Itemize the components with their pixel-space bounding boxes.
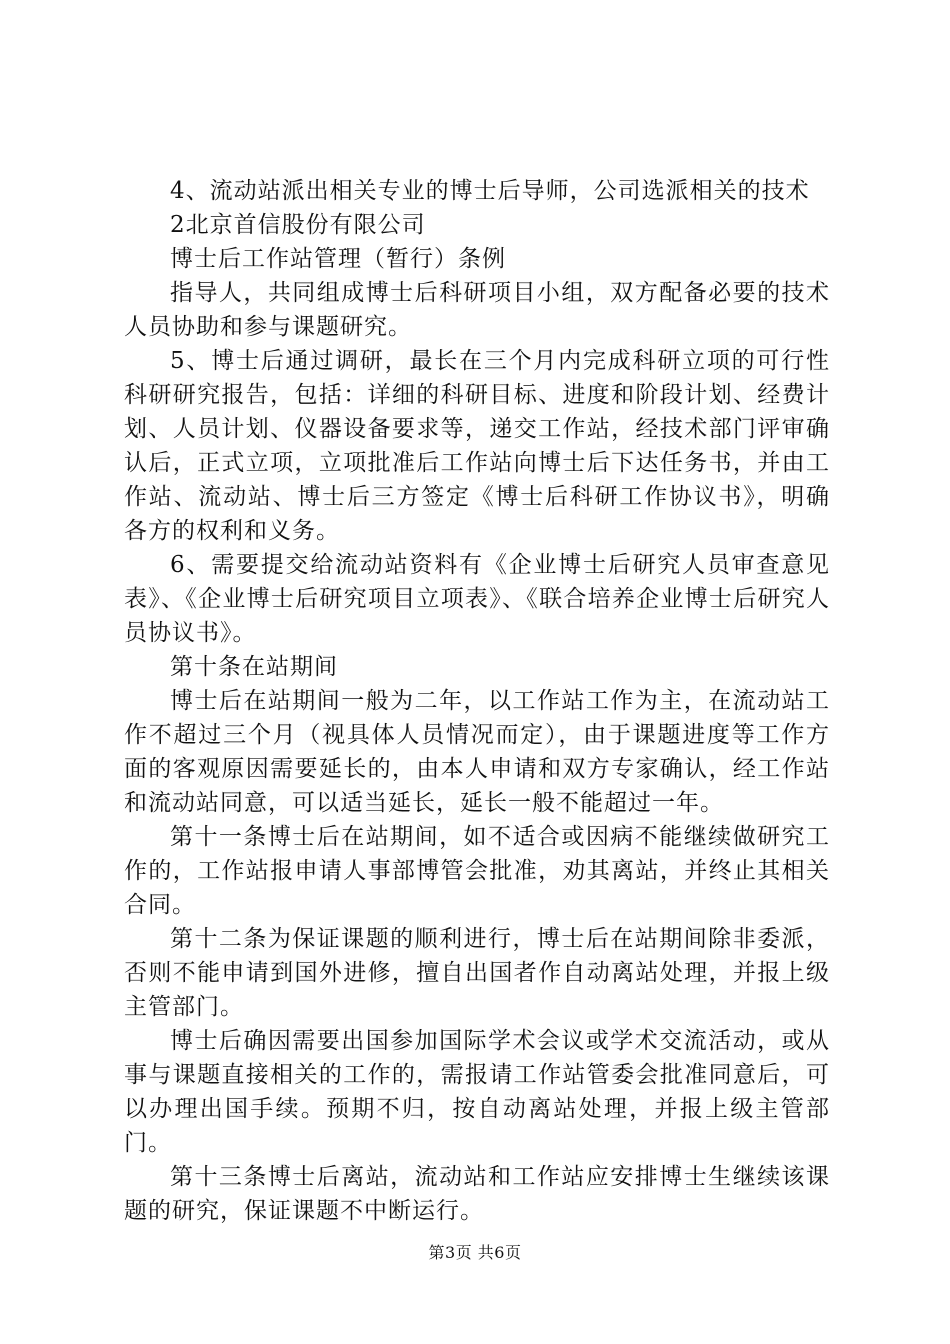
paragraph-regulation-title: 博士后工作站管理（暂行）条例 [170, 246, 506, 272]
document-body [124, 174, 830, 1228]
paragraph-article-11: 第十一条博士后在站期间，如不适合或因病不能继续做研究工作的，工作站报申请人事部博管会批准，劝其离站，并终止其相关合同。 [124, 824, 830, 918]
paragraph-article-13: 第十三条博士后离站，流动站和工作站应安排博士生继续该课题的研究，保证课题不中断运行。 [124, 1164, 830, 1224]
paragraph-article-10-heading: 第十条在站期间 [170, 654, 338, 680]
paragraph-article-12: 第十二条为保证课题的顺利进行，博士后在站期间除非委派，否则不能申请到国外进修，擅自出国者作自动离站处理，并报上级主管部门。 [124, 926, 830, 1020]
paragraph-research-team: 指导人，共同组成博士后科研项目小组，双方配备必要的技术人员协助和参与课题研究。 [124, 280, 830, 340]
paragraph-article-10-body: 博士后在站期间一般为二年，以工作站工作为主，在流动站工作不超过三个月（视具体人员情况而定），由于课题进度等工作方面的客观原因需要延长的，由本人申请和双方专家确认，经工作站和流动站同意，可以适当延长，延长一般不能超过一年。 [124, 688, 830, 816]
paragraph-item-4-mentor: 4、流动站派出相关专业的博士后导师，公司选派相关的技术 [170, 178, 810, 204]
page-number-footer: 第3页 共6页 [428, 1243, 522, 1262]
paragraph-company-header: 2北京首信股份有限公司 [170, 212, 426, 238]
paragraph-item-6-materials: 6、需要提交给流动站资料有《企业博士后研究人员审查意见表》、《企业博士后研究项目立项表》、《联合培养企业博士后研究人员协议书》。 [124, 552, 830, 646]
paragraph-article-12-supplement: 博士后确因需要出国参加国际学术会议或学术交流活动，或从事与课题直接相关的工作的，需报请工作站管委会批准同意后，可以办理出国手续。预期不归，按自动离站处理，并报上级主管部门。 [124, 1028, 830, 1156]
paragraph-item-5-feasibility: 5、博士后通过调研，最长在三个月内完成科研立项的可行性科研研究报告，包括：详细的科研目标、进度和阶段计划、经费计划、人员计划、仪器设备要求等，递交工作站，经技术部门评审确认后，正式立项，立项批准后工作站向博士后下达任务书，并由工作站、流动站、博士后三方签定《博士后科研工作协议书》，明确各方的权利和义务。 [124, 348, 830, 544]
